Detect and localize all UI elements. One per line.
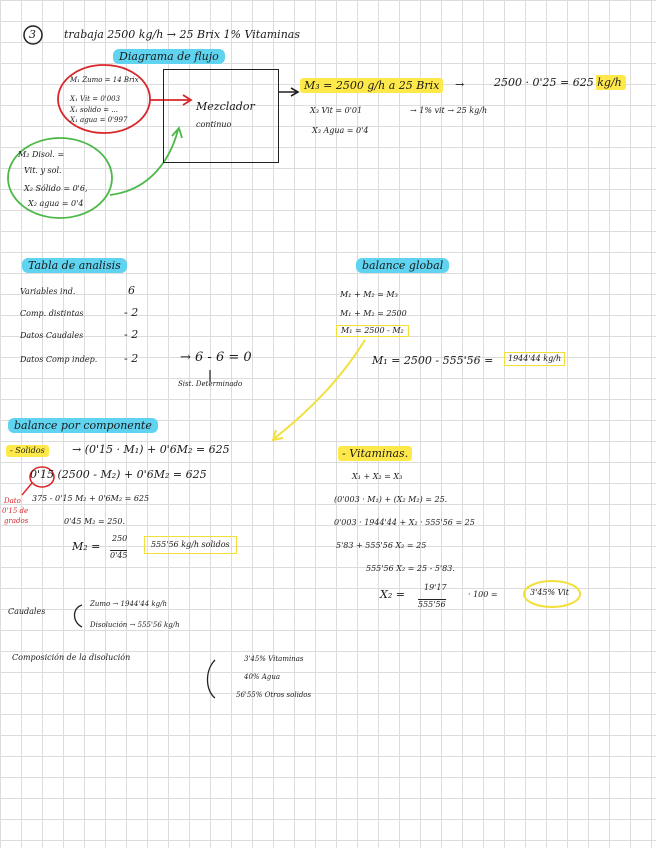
- global-result-box: 1944'44 kg/h: [504, 352, 565, 366]
- comp-line-5-box: 555'56 kg/h solidos: [144, 536, 237, 554]
- analysis-result: → 6 - 6 = 0: [180, 350, 252, 365]
- x2-result: 3'45% Vit: [530, 588, 570, 597]
- global-line-2: M₁ + M₂ = 2500: [340, 309, 407, 318]
- m1-line-2: X₁ Vit = 0'003: [70, 95, 121, 103]
- problem-statement: trabaja 2500 kg/h → 25 Brix 1% Vitaminas: [64, 28, 300, 41]
- x2-den: 555'56: [418, 600, 446, 609]
- m3-stream: M₃ = 2500 g/h a 25 Brix: [300, 78, 443, 93]
- comp-line-5-lhs: M₂ =: [72, 540, 101, 553]
- solidos-eq: → (0'15 · M₁) + 0'6M₂ = 625: [72, 443, 230, 456]
- m3-calc-text: 2500 · 0'25 = 625 kg/h: [490, 75, 626, 90]
- m3-calc: [490, 76, 626, 89]
- x3-agua: X₃ Agua = 0'4: [312, 126, 369, 135]
- global-line-3: M₁ = 2500 - M₂: [336, 325, 409, 337]
- x3-vit: X₃ Vit = 0'01: [310, 106, 363, 115]
- item-number: 3: [29, 28, 36, 41]
- flow-title: Diagrama de flujo: [113, 49, 225, 64]
- m2-line-2: Vit. y sol.: [24, 166, 62, 175]
- vit-line-2: (0'003 · M₁) + (X₂ M₂) = 25.: [334, 495, 448, 504]
- vit-line-3: 0'003 · 1944'44 + X₂ · 555'56 = 25: [334, 518, 475, 527]
- x2-num: 19'17: [424, 583, 447, 592]
- analysis-row-1-label: Variables ind.: [20, 287, 76, 296]
- x3-vit-note: → 1% vit → 25 kg/h: [410, 106, 488, 115]
- caudales-label: Caudales: [8, 607, 46, 616]
- analysis-row-1-value: 6: [128, 284, 135, 297]
- caudales-disolucion: Disolución → 555'56 kg/h: [90, 621, 180, 629]
- vit-line-1: X₁ + X₂ = X₃: [352, 472, 403, 481]
- components-title: balance por componente: [8, 418, 158, 433]
- x2-lhs: X₂ =: [380, 588, 405, 601]
- comp-line-5-num: 250: [112, 534, 128, 543]
- analysis-row-3-label: Datos Caudales: [20, 331, 84, 340]
- comp-line-5-den: 0'45: [110, 551, 128, 560]
- analysis-row-4-value: - 2: [124, 352, 139, 365]
- global-title: balance global: [356, 258, 449, 273]
- m2-line-4: X₂ agua = 0'4: [28, 199, 84, 208]
- composicion-item-2: 40% Agua: [244, 673, 281, 681]
- composicion-label: Composición de la disolución: [12, 653, 131, 662]
- side-note-2: 0'15 de: [2, 507, 29, 515]
- composicion-item-1: 3'45% Vitaminas: [244, 655, 304, 663]
- m1-line-4: X₁ agua = 0'997: [70, 116, 128, 124]
- mixer-box: [163, 69, 279, 163]
- m2-line-1: M₂ Disol. =: [18, 150, 65, 159]
- global-result: M₁ = 2500 - 555'56 =: [372, 354, 494, 367]
- mixer-label-2: continuo: [196, 120, 232, 129]
- composicion-item-3: 56'55% Otros solidos: [236, 691, 312, 699]
- analysis-result-note: Sist. Determinado: [178, 380, 243, 388]
- m2-line-3: X₂ Sólido = 0'6,: [24, 184, 88, 193]
- comp-line-2: 0'15 (2500 - M₂) + 0'6M₂ = 625: [30, 468, 207, 481]
- x2-mul: · 100 =: [468, 590, 498, 599]
- m3-arrow-glyph: →: [455, 78, 465, 91]
- m1-line-1: M₁ Zumo = 14 Brix: [70, 76, 139, 84]
- side-note-3: grados: [4, 517, 29, 525]
- analysis-title: Tabla de analisis: [22, 258, 127, 273]
- solidos-label: - Solidos: [6, 445, 49, 457]
- comp-line-3: 375 - 0'15 M₂ + 0'6M₂ = 625: [32, 494, 150, 503]
- caudales-zumo: Zumo → 1944'44 kg/h: [90, 600, 167, 608]
- analysis-row-2-value: - 2: [124, 306, 139, 319]
- mixer-label-1: Mezclador: [196, 100, 255, 113]
- side-note-1: Dato: [4, 497, 21, 505]
- yellow-connector: [275, 340, 365, 438]
- analysis-row-3-value: - 2: [124, 328, 139, 341]
- vitaminas-title: - Vitaminas.: [338, 446, 412, 461]
- global-line-1: M₁ + M₂ = M₃: [340, 290, 398, 299]
- analysis-row-4-label: Datos Comp indep.: [20, 355, 98, 364]
- m1-line-3: X₁ solido = ...: [70, 106, 118, 114]
- vit-line-5: 555'56 X₂ = 25 - 5'83.: [366, 564, 455, 573]
- vit-line-4: 5'83 + 555'56 X₂ = 25: [336, 541, 427, 550]
- caudales-brace: [75, 605, 83, 627]
- comp-line-4: 0'45 M₂ = 250.: [64, 517, 126, 526]
- composicion-brace: [208, 660, 216, 698]
- analysis-row-2-label: Comp. distintas: [20, 309, 84, 318]
